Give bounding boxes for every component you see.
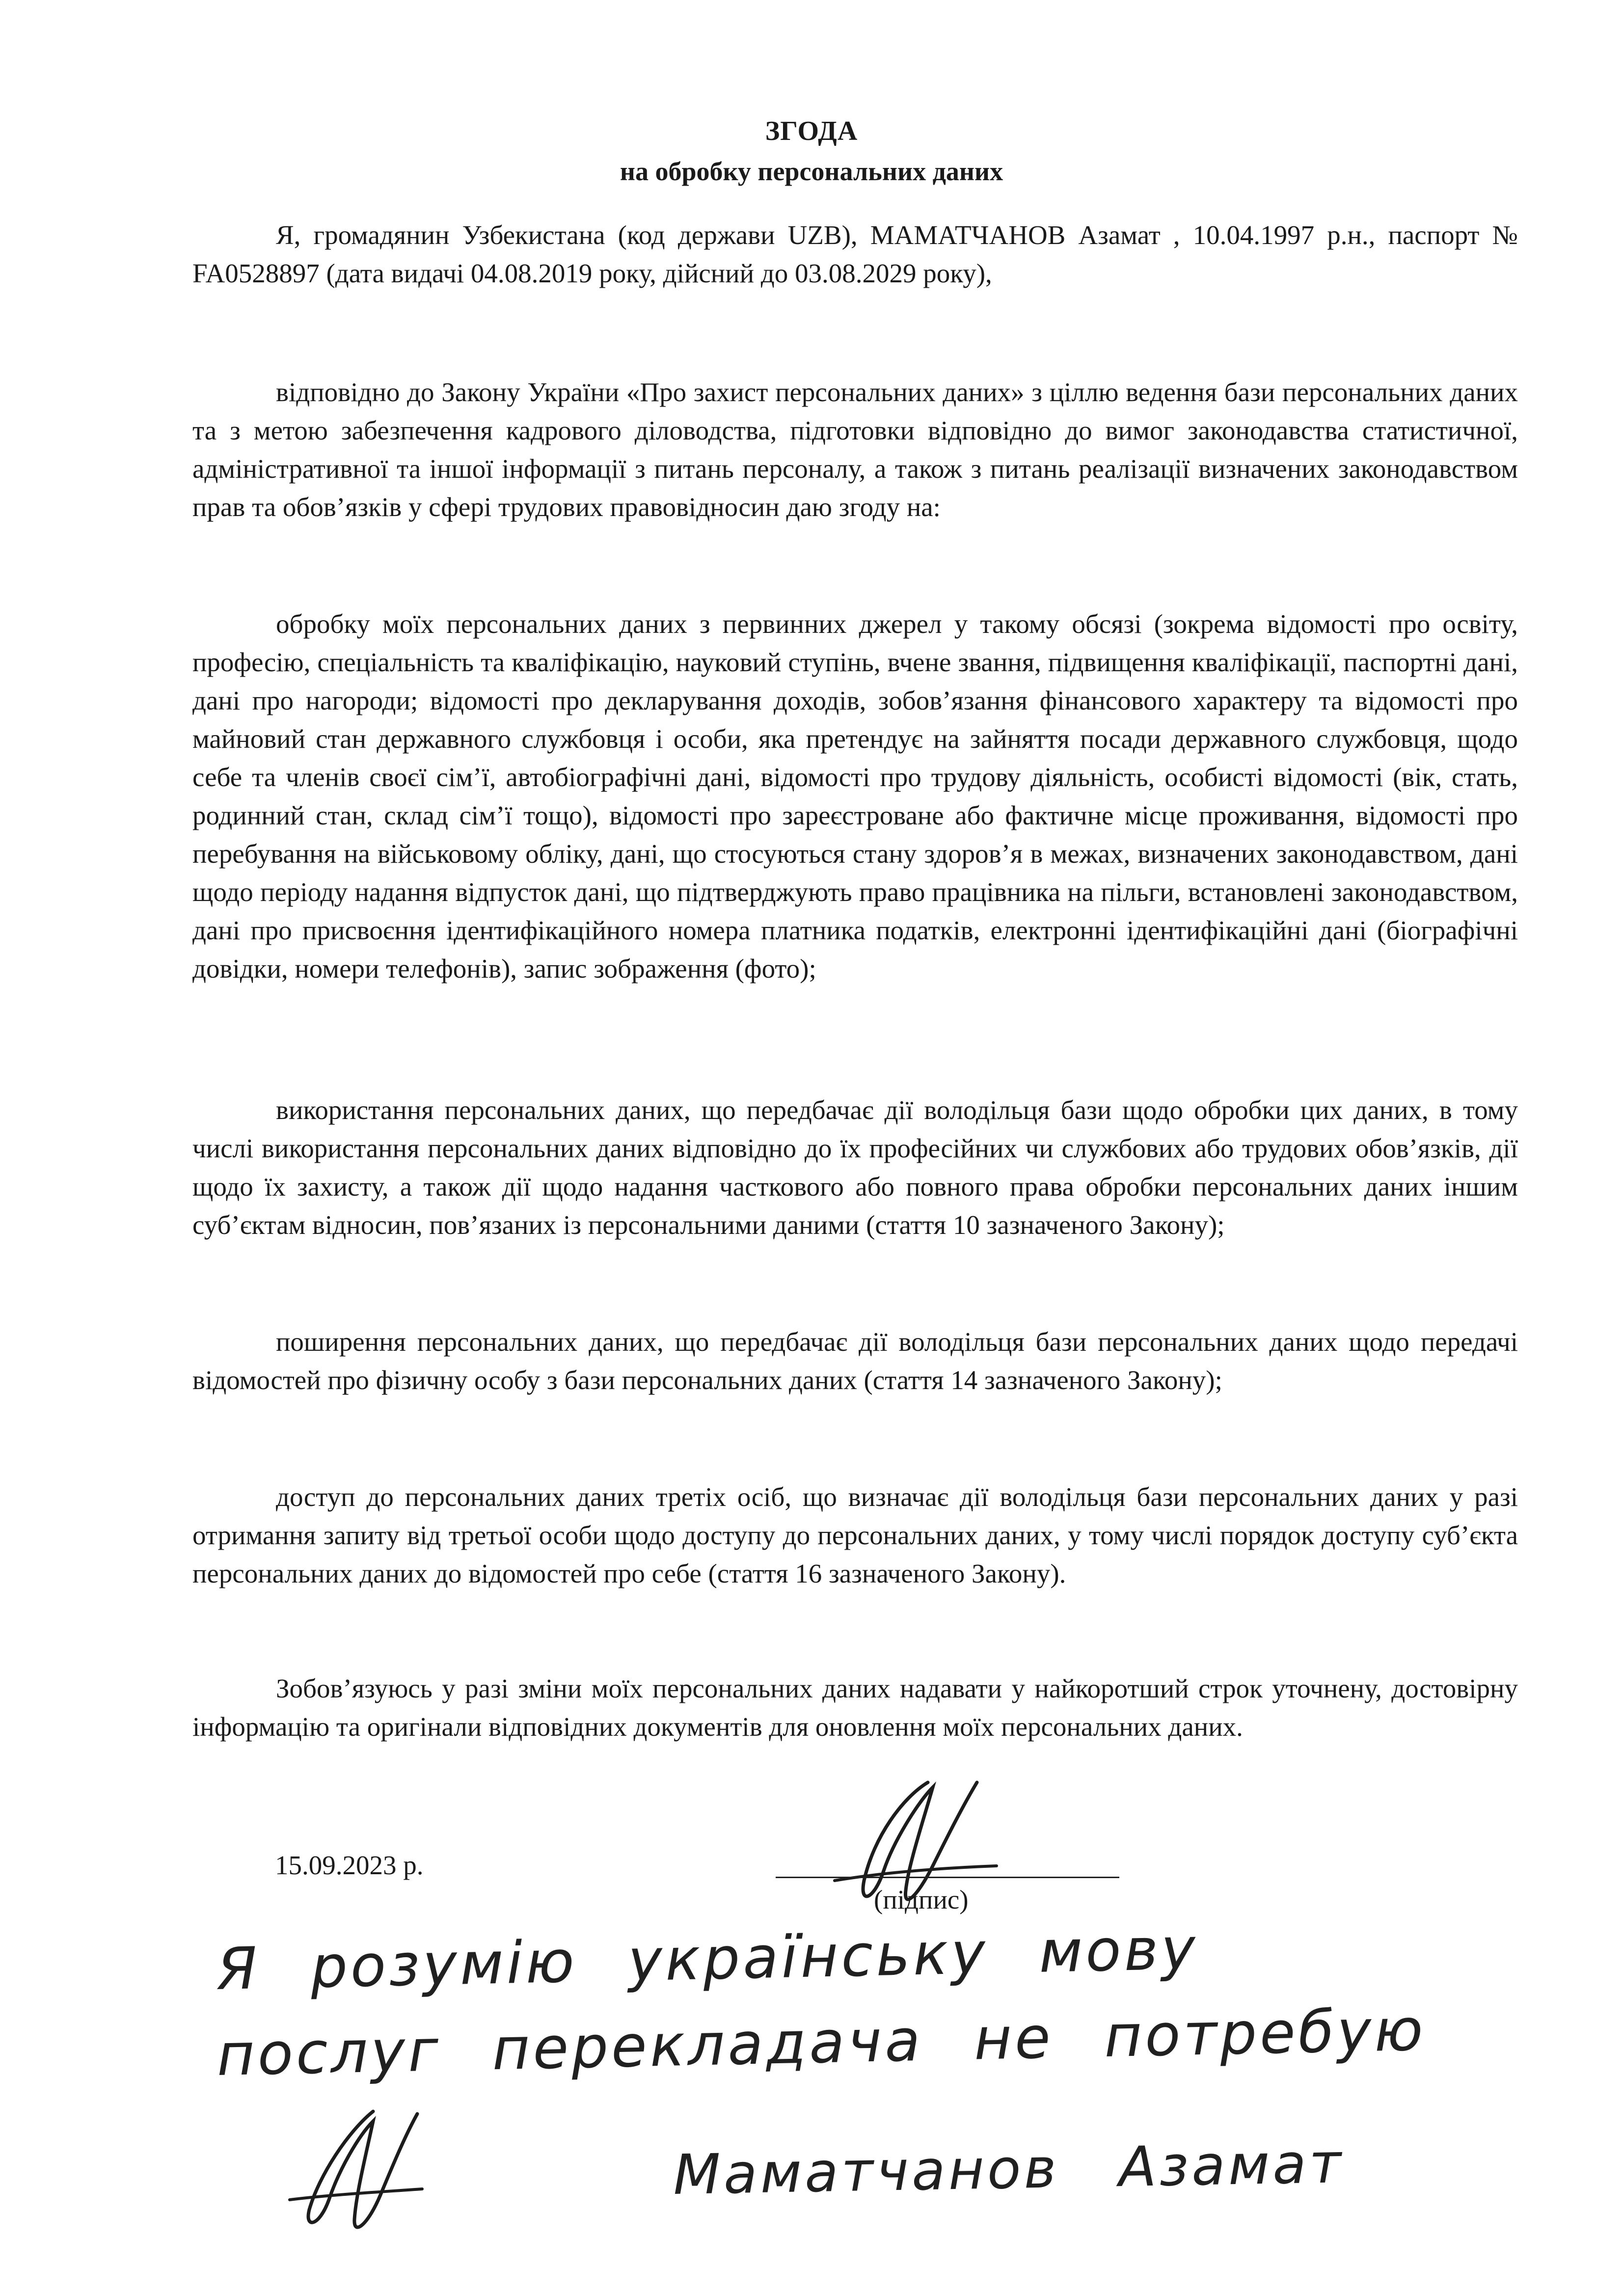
paragraph-purpose: відповідно до Закону України «Про захист персональних даних» з ціллю ведення бази персональних даних та з метою забезпечення кадрового діловодства, підготовки відповідно до вимог законодавства статистичної, адміністративної та іншої інформації з питань персоналу, а також з питань реалізації визначених законодавством прав та обов’язків у сфері трудових правовідносин даю згоду на: — [192, 377, 1518, 522]
paragraph-third-party-access: доступ до персональних даних третіх осіб, що визначає дії володільця бази персональних даних у разі отримання запиту від третьої особи щодо доступу до персональних даних, у тому числі порядок доступу суб’єкта персональних даних до відомостей про себе (стаття 16 зазначеного Закону). — [192, 1482, 1518, 1588]
paragraph-processing: обробку моїх персональних даних з первинних джерел у такому обсязі (зокрема відомості про освіту, професію, спеціальність та кваліфікацію, науковий ступінь, вчене звання, підвищення кваліфікації, паспортні дані, дані про нагороди; відомості про декларування доходів, зобов’язання фінансового характеру та відомості про майновий стан державного службовця і особи, яка претендує на зайняття посади державного службовця, щодо себе та членів своєї сім’ї, автобіографічні дані, відомості про трудову діяльність, особисті відомості (вік, стать, родинний стан, склад сім’ї тощо), відомості про зареєстроване або фактичне місце проживання, відомості про перебування на військовому обліку, дані, що стосуються стану здоров’я в межах, визначених законодавством, дані щодо періоду надання відпусток дані, що підтверджують право працівника на пільги, встановлені законодавством, дані про присвоєння ідентифікаційного номера платника податків, електронні ідентифікаційні дані (біографічні довідки, номери телефонів), запис зображення (фото); — [192, 609, 1518, 984]
paragraph-obligation: Зобов’язуюсь у разі зміни моїх персональних даних надавати у найкоротший строк уточнену, достовірну інформацію та оригінали відповідних документів для оновлення моїх персональних даних. — [192, 1673, 1518, 1742]
signature-caption: (підпис) — [874, 1885, 969, 1914]
handwritten-full-name: Маматчанов Азамат — [673, 2132, 1345, 2207]
paragraph-dissemination: поширення персональних даних, що передбачає дії володільця бази персональних даних щодо передачі відомостей про фізичну особу з бази персональних даних (стаття 14 зазначеного Закону); — [192, 1327, 1518, 1395]
paragraph-usage: використання персональних даних, що передбачає дії володільця бази щодо обробки цих даних, в тому числі використання персональних даних відповідно до їх професійних чи службових або трудових обов’язків, дії щодо їх захисту, а також дії щодо надання часткового або повного права обробки персональних даних іншим суб’єктам відносин, пов’язаних із персональними даними (стаття 10 зазначеного Закону); — [192, 1095, 1518, 1240]
bottom-signature-mark — [275, 2102, 432, 2249]
signature-line — [776, 1877, 1119, 1878]
handwritten-language-statement: Я розумію українську мову — [216, 1914, 1199, 2003]
document-subtitle: на обробку персональних даних — [620, 157, 1003, 186]
document-title: ЗГОДА — [765, 116, 858, 146]
signature-date: 15.09.2023 р. — [275, 1850, 424, 1880]
handwritten-translator-statement: послуг перекладача не потребую — [216, 1995, 1427, 2089]
paragraph-personal-info: Я, громадянин Узбекистана (код держави UZB), МАМАТЧАНОВ Азамат , 10.04.1997 р.н., паспорт № FA0528897 (дата видачі 04.08.2019 року, дійсний до 03.08.2029 року), — [192, 220, 1518, 288]
